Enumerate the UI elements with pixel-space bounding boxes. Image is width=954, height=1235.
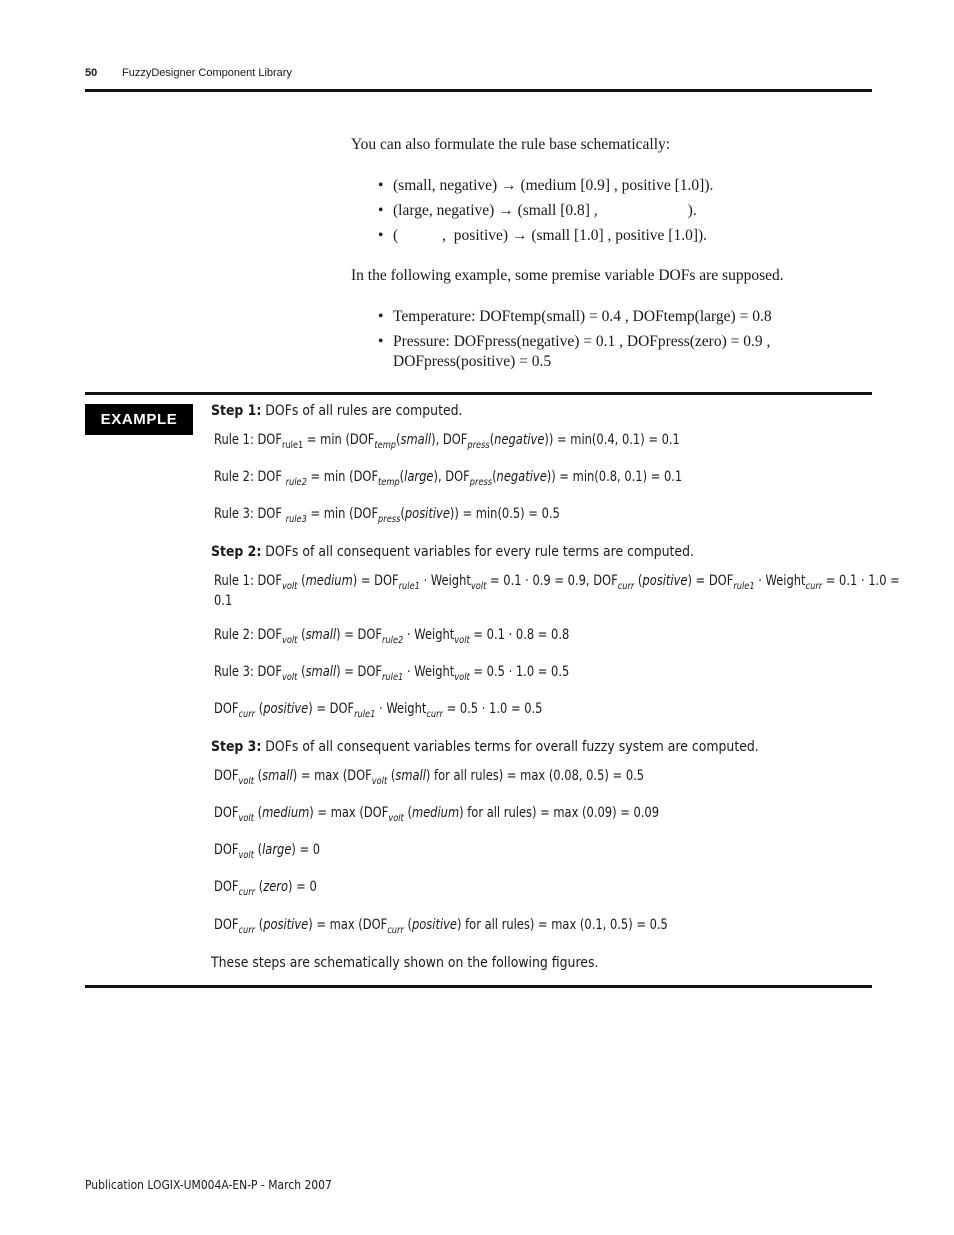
equation-line: Rule 2: DOF $_{rule2} = \min (DOF_{temp}(large)$, $DOF_{press}(negative)) = \min(0.8$, 0.1) = 0.1 xyxy=(214,469,683,488)
example-top-rule xyxy=(85,392,872,395)
equation-line: $DOF_{curr}$ (positive) = $\max (DOF_{curr}$ (positive) for all rules) = max (0.1, 0.5) = 0.5 xyxy=(214,917,668,936)
running-header-title: FuzzyDesigner Component Library xyxy=(122,67,292,79)
publication-footer: Publication LOGIX-UM004A-EN-P - March 2007 xyxy=(85,1177,332,1192)
list-item-continuation: DOFpress(positive) = 0.5 xyxy=(393,353,552,370)
equation-line: Rule 2: $DOF_{volt}$ (small) = $DOF_{rule2}$ · Weight$_{volt}$ = 0.1 · 0.8 = 0.8 xyxy=(214,627,570,646)
list-item: • Temperature: DOFtemp(small) = 0.4 , DOFtemp(large) = 0.8 xyxy=(378,308,772,325)
equation-line: Rule 3: DOF $_{rule3} = \min (DOF_{press}(positive)) = \min(0.5) = 0.5$ xyxy=(214,506,560,525)
header-rule xyxy=(85,89,872,92)
example-intro-paragraph: In the following example, some premise variable DOFs are supposed. xyxy=(351,267,784,284)
equation-line: $DOF_{curr}$ (positive) = $DOF_{rule1}$ · Weight$_{curr}$ = 0.5 · 1.0 = 0.5 xyxy=(214,701,543,720)
equation-line: Rule 1: $DOF_{rule1} = \min$ ($DOF_{temp}(small)$, $DOF_{press}(negative)) = \min(0.4$, 0.1) = 0.1 xyxy=(214,432,680,451)
equation-line: $DOF_{volt}$ (small) = $\max (DOF_{volt}$ (small) for all rules) = max (0.08, 0.5) = 0.5 xyxy=(214,768,645,787)
list-item: • (small, negative) → (medium [0.9] , positive [1.0]). xyxy=(378,177,714,194)
step-heading: Step 2: DOFs of all consequent variables for every rule terms are computed. xyxy=(211,544,694,560)
step-heading: Step 1: DOFs of all rules are computed. xyxy=(211,403,463,419)
list-item: • ( , positive) → (small [1.0] , positive [1.0]). xyxy=(378,227,708,244)
step-heading: Step 3: DOFs of all consequent variables terms for overall fuzzy system are computed. xyxy=(211,739,759,755)
equation-line: $DOF_{curr}$ (zero) = 0 xyxy=(214,879,317,898)
closing-text: These steps are schematically shown on the following figures. xyxy=(211,955,599,971)
example-badge: EXAMPLE xyxy=(85,404,193,435)
list-item: • Pressure: DOFpress(negative) = 0.1 , DOFpress(zero) = 0.9 , xyxy=(378,333,771,350)
list-item: • (large, negative) → (small [0.8] , ). xyxy=(378,202,697,219)
page-number: 50 xyxy=(85,67,98,79)
example-bottom-rule xyxy=(85,985,872,988)
equation-line: Rule 3: $DOF_{volt}$ (small) = $DOF_{rule1}$ · Weight$_{volt}$ = 0.5 · 1.0 = 0.5 xyxy=(214,664,570,683)
intro-paragraph: You can also formulate the rule base schematically: xyxy=(351,136,671,153)
equation-line: Rule 1: $DOF_{volt}$ (medium) = $DOF_{rule1}$ · Weight$_{volt}$ = 0.1 · 0.9 = 0.9, $DOF_{curr}$ (positive) = $DOF_{rule1}$ · Weight$_{curr}$ = 0.1 · 1.0 = xyxy=(214,573,900,592)
equation-line: $DOF_{volt}$ (medium) = $\max (DOF_{volt}$ (medium) for all rules) = max (0.09) = 0.09 xyxy=(214,805,660,824)
equation-line-wrap: 0.1 xyxy=(214,593,233,609)
equation-line: $DOF_{volt}$ (large) = 0 xyxy=(214,842,321,861)
